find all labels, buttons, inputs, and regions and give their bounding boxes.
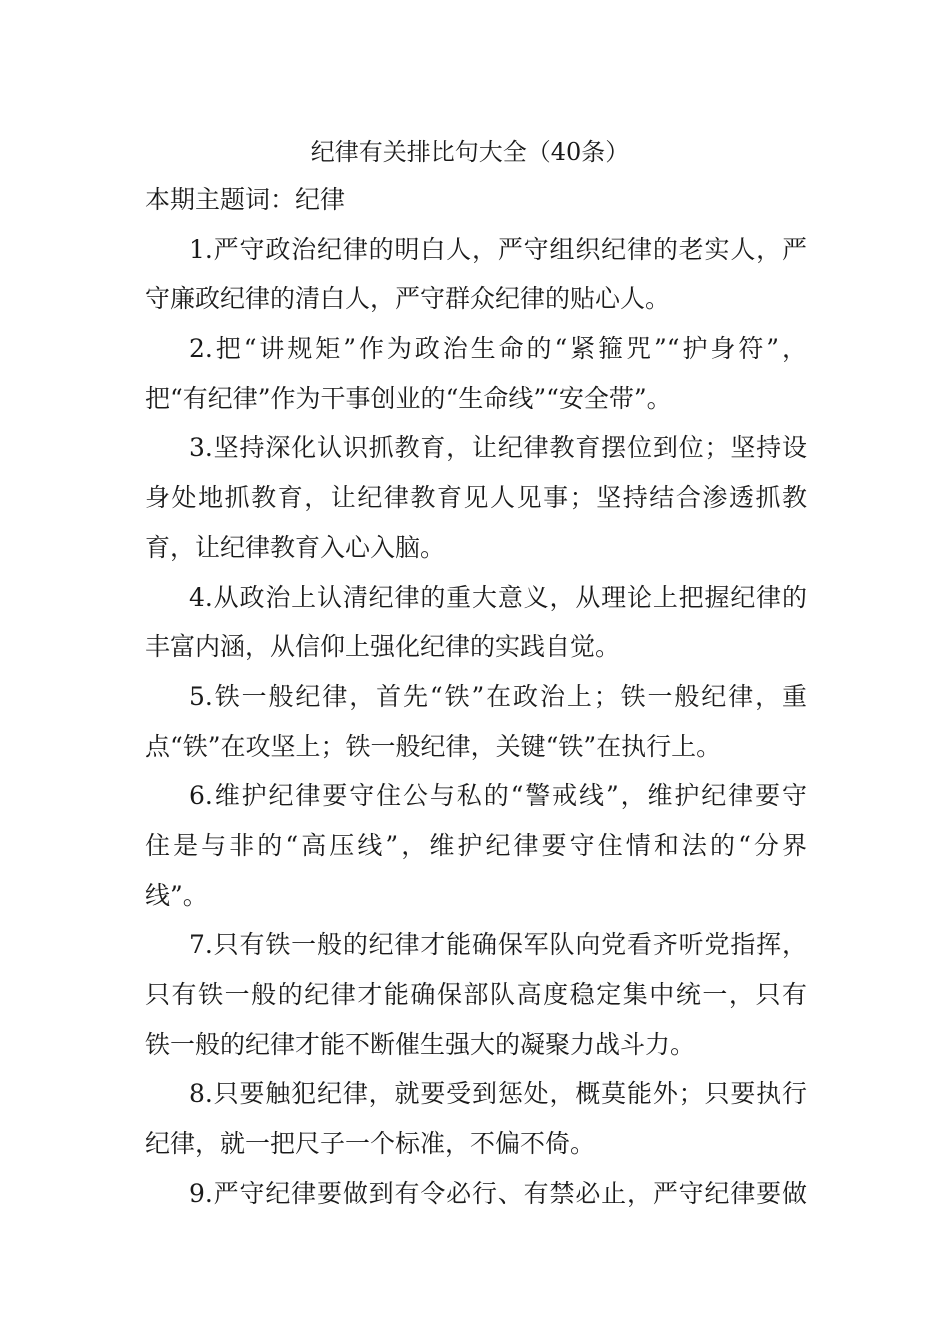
paragraph-line: 铁一般的纪律才能不断催生强大的凝聚力战斗力。 [145,1029,696,1059]
paragraph-line: 9.严守纪律要做到有令必行、有禁必止，严守纪律要做 [189,1178,807,1208]
paragraph-line: 线”。 [145,880,208,910]
paragraph-line: 把“有纪律”作为干事创业的“生命线”“安全带”。 [145,383,672,413]
paragraph [145,672,807,771]
paragraph [145,573,807,672]
paragraph-line: 6.维护纪律要守住公与私的“警戒线”，维护纪律要守 [189,781,807,811]
paragraph-line: 育，让纪律教育入心入脑。 [145,532,446,562]
paragraph [145,423,807,572]
paragraph-line: 点“铁”在攻坚上；铁一般纪律，关键“铁”在执行上。 [145,731,722,761]
paragraph-line: 5.铁一般纪律，首先“铁”在政治上；铁一般纪律，重 [189,681,807,711]
paragraph [145,324,807,423]
paragraph-line: 2.把“讲规矩”作为政治生命的“紧箍咒”“护身符”， [189,334,807,364]
paragraph-line: 住是与非的“高压线”，维护纪律要守住情和法的“分界 [145,830,807,860]
paragraph-line: 丰富内涵，从信仰上强化纪律的实践自觉。 [145,632,621,662]
paragraph [145,1169,807,1219]
paragraph-line: 4.从政治上认清纪律的重大意义，从理论上把握纪律的 [189,582,807,612]
document-title: 纪律有关排比句大全（40条） [310,138,630,166]
paragraph-list [145,225,807,1219]
paragraph-line: 身处地抓教育，让纪律教育见人见事；坚持结合渗透抓教 [145,483,807,513]
paragraph [145,920,807,1069]
paragraph-line: 7.只有铁一般的纪律才能确保军队向党看齐听党指挥， [189,930,807,960]
paragraph [145,771,807,920]
paragraph-line: 3.坚持深化认识抓教育，让纪律教育摆位到位；坚持设 [189,433,807,463]
paragraph-line: 8.只要触犯纪律，就要受到惩处，概莫能外；只要执行 [189,1079,807,1109]
paragraph [145,1069,807,1168]
paragraph-line: 纪律，就一把尺子一个标准，不偏不倚。 [145,1129,596,1159]
document-body [145,175,807,1218]
paragraph-line: 守廉政纪律的清白人，严守群众纪律的贴心人。 [145,284,671,314]
paragraph [145,225,807,324]
paragraph-line: 只有铁一般的纪律才能确保部队高度稳定集中统一，只有 [145,980,807,1009]
paragraph-line: 1.严守政治纪律的明白人，严守组织纪律的老实人，严 [189,234,807,264]
subtitle: 本期主题词：纪律 [145,185,346,214]
